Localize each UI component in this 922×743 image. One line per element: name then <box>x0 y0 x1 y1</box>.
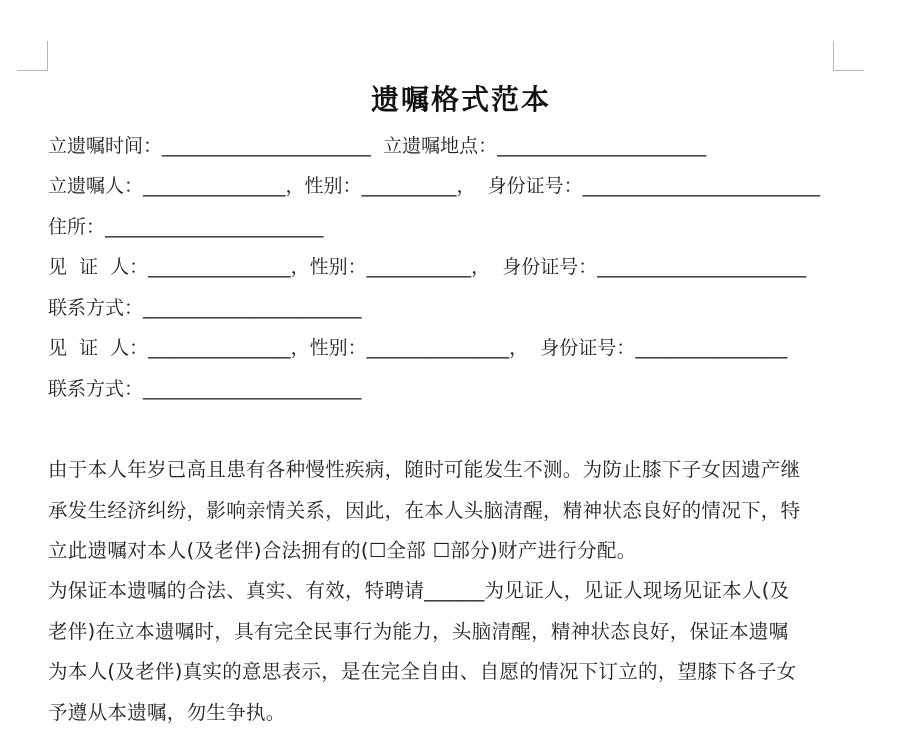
paragraph-line: 承发生经济纠纷，影响亲情关系，因此，在本人头脑清醒，精神状态良好的情况下，特 <box>48 498 801 522</box>
form-line-witness-1-contact[interactable]: 联系方式：_______________________ <box>48 297 362 319</box>
crop-mark-top-left <box>17 70 48 71</box>
paragraph-line: 为本人(及老伴)真实的意思表示，是在完全自由、自愿的情况下订立的，望膝下各子女 <box>48 660 797 683</box>
paragraph-line: 为保证本遗嘱的合法、真实、有效，特聘请______为见证人，见证人现场见证本人(及 <box>48 579 790 602</box>
crop-mark-top-right <box>833 70 864 71</box>
paragraph-line: 由于本人年岁已高且患有各种慢性疾病，随时可能发生不测。为防止膝下子女因遗产继 <box>48 458 801 481</box>
paragraph-witness-statement <box>48 571 848 733</box>
form-line-witness-2[interactable]: 见 证 人：_______________，性别：_______________， 身份证号：________________ <box>48 337 788 359</box>
form-line-address[interactable]: 住所：_______________________ <box>48 216 324 238</box>
paragraph-line: 立此遗嘱对本人(及老伴)合法拥有的(☐全部 ☐部分)财产进行分配。 <box>48 539 637 562</box>
crop-mark-top-left <box>47 41 48 71</box>
form-line-witness-1[interactable]: 见 证 人：_______________，性别：___________， 身份证号：______________________ <box>48 256 807 278</box>
paragraph-purpose <box>48 450 848 572</box>
crop-mark-top-right <box>833 41 834 71</box>
form-line-testator-info[interactable]: 立遗嘱人：_______________，性别：__________， 身份证号：_________________________ <box>48 175 821 197</box>
paragraph-line: 老伴)在立本遗嘱时，具有完全民事行为能力，头脑清醒，精神状态良好，保证本遗嘱 <box>48 619 789 643</box>
form-line-witness-2-contact[interactable]: 联系方式：_______________________ <box>48 378 362 400</box>
paragraph-line: 予遵从本遗嘱，勿生争执。 <box>48 700 286 724</box>
form-line-testator-time-place[interactable]: 立遗嘱时间：______________________ 立遗嘱地点：______________________ <box>48 135 707 157</box>
document-title: 遗嘱格式范本 <box>370 83 551 116</box>
